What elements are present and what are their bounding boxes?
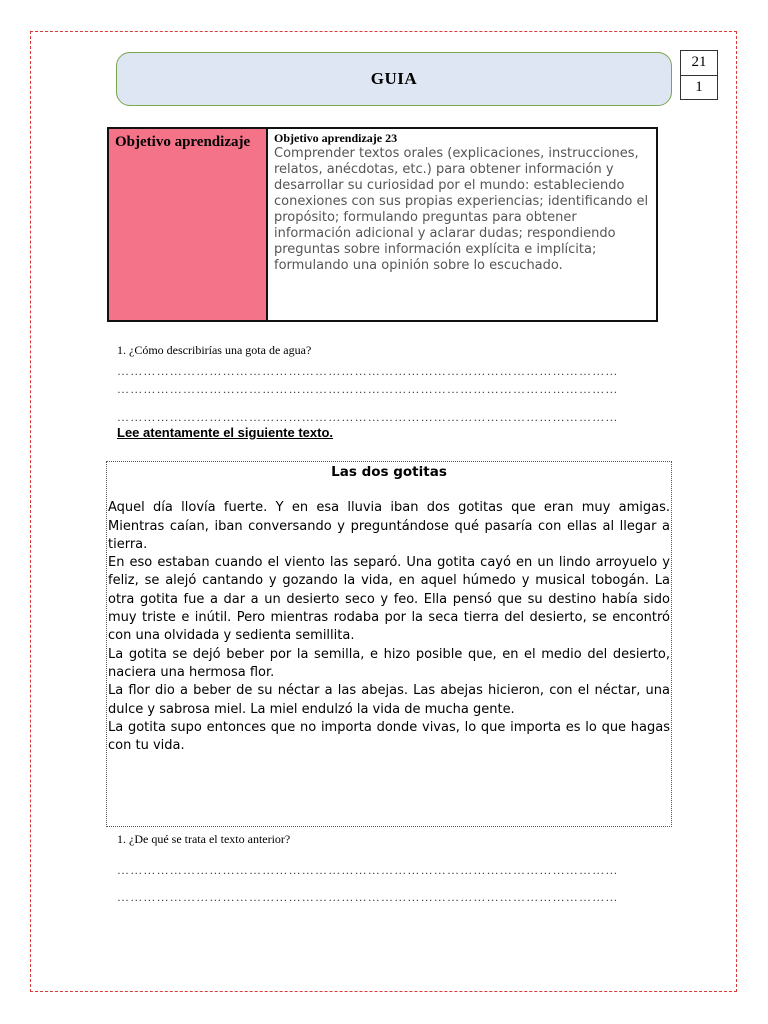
question-2: 1. ¿De qué se trata el texto anterior? xyxy=(117,832,291,846)
page-number-box xyxy=(680,50,718,100)
objective-heading: Objetivo aprendizaje 23 xyxy=(274,131,398,145)
answer-line: …………………………………………………………………………………………………… xyxy=(117,412,619,422)
page-title: GUIA xyxy=(370,69,418,88)
story-paragraph: La gotita se dejó beber por la semilla, e hizo posible que, en el medio del desierto, naciera una hermosa flor. xyxy=(108,646,670,680)
story-paragraph: Aquel día llovía fuerte. Y en esa lluvia iban dos gotitas que eran muy amigas. Mientras caían, iban conversando y preguntándose qué pasaría con ellas al llegar a tierra. xyxy=(108,500,670,552)
objective-text: Comprender textos orales (explicaciones, instrucciones, relatos, anécdotas, etc.) para obtener información y desarrollar su curiosidad por el mundo: estableciendo conexiones con sus propias experiencias; identificando el propósito; formulando preguntas para obtener información adicional y aclarar dudas; respondiendo preguntas sobre información explícita e implícita; formulando una opinión sobre lo escuchado. xyxy=(274,146,649,273)
story-paragraph: En eso estaban cuando el viento las separó. Una gotita cayó en un lindo arroyuelo y feliz, se alejó cantando y gozando la vida, en aquel húmedo y musical tobogán. La otra gotita fue a dar a un desierto seco y feo. Ella pensó que su destino había sido muy triste e inútil. Pero mientras rodaba por la seca tierra del desierto, se encontró con una olvidada y sedienta semillita. xyxy=(108,555,670,644)
story-title: Las dos gotitas xyxy=(331,464,447,480)
answer-line: …………………………………………………………………………………………………… xyxy=(117,366,619,376)
story-box xyxy=(106,461,672,827)
reading-instruction: Lee atentamente el siguiente texto. xyxy=(117,425,334,440)
page-number-bottom: 1 xyxy=(695,79,703,95)
answer-line: …………………………………………………………………………………………………… xyxy=(117,892,619,902)
objective-label: Objetivo aprendizaje xyxy=(109,129,268,320)
title-banner xyxy=(116,52,672,106)
question-1: 1. ¿Cómo describirías una gota de agua? xyxy=(117,343,312,357)
story-paragraph: La flor dio a beber de su néctar a las abejas. Las abejas hicieron, con el néctar, una dulce y sabrosa miel. La miel endulzó la vida de mucha gente. xyxy=(108,683,670,717)
answer-line: …………………………………………………………………………………………………… xyxy=(117,384,619,394)
story-paragraph: La gotita supo entonces que no importa donde vivas, lo que importa es lo que hagas con tu vida. xyxy=(108,719,670,754)
answer-line: …………………………………………………………………………………………………… xyxy=(117,865,619,875)
objective-content xyxy=(268,129,656,320)
objective-table xyxy=(107,127,658,322)
page-number-top: 21 xyxy=(681,51,717,76)
